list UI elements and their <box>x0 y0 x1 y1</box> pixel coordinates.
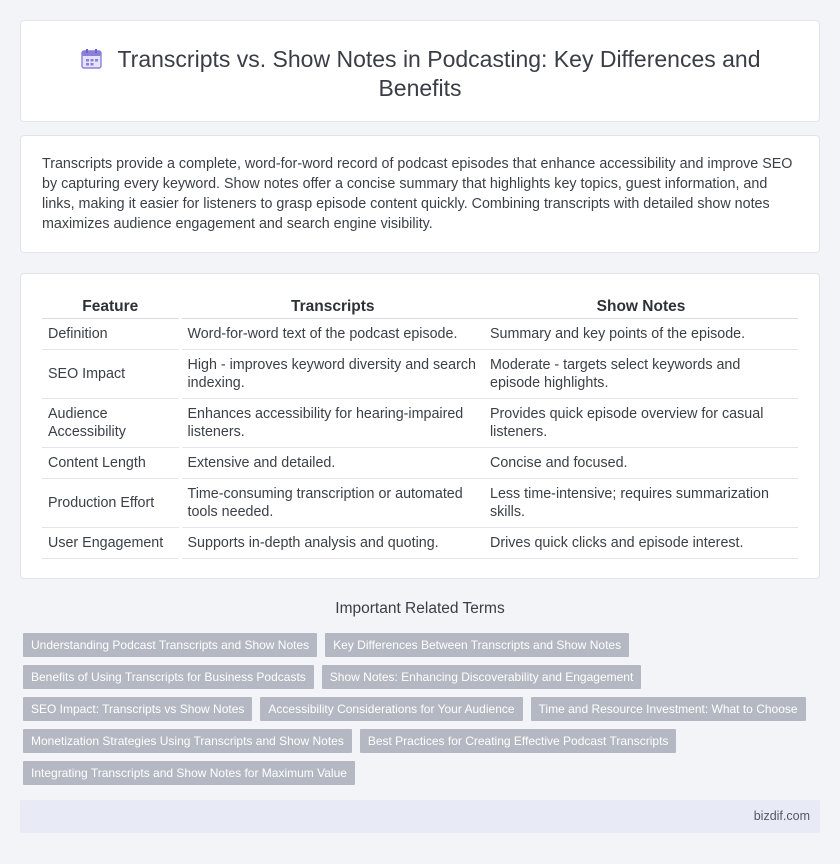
table-cell-transcripts: Extensive and detailed. <box>180 447 484 478</box>
footer-brand[interactable]: bizdif.com <box>753 809 810 823</box>
related-terms-title: Important Related Terms <box>335 600 505 617</box>
table-cell-show-notes: Less time-intensive; requires summarization skills. <box>484 478 798 527</box>
related-terms-list <box>23 633 813 785</box>
table-cell-feature: User Engagement <box>42 527 180 558</box>
related-term-link[interactable]: Best Practices for Creating Effective Podcast Transcripts <box>360 729 677 753</box>
table-cell-transcripts: Time-consuming transcription or automated tools needed. <box>180 478 484 527</box>
table-header-show-notes: Show Notes <box>484 294 798 318</box>
intro-card <box>20 135 820 253</box>
table-header-row <box>42 294 798 318</box>
related-term-link[interactable]: Accessibility Considerations for Your Audience <box>260 697 522 721</box>
related-term-link[interactable]: Benefits of Using Transcripts for Business Podcasts <box>23 665 314 689</box>
table-cell-transcripts: Word-for-word text of the podcast episode. <box>180 318 484 349</box>
related-term-link[interactable]: Key Differences Between Transcripts and Show Notes <box>325 633 629 657</box>
comparison-table <box>42 294 798 559</box>
comparison-table-card <box>20 273 820 579</box>
page-title-wrap <box>21 45 819 103</box>
table-cell-transcripts: Enhances accessibility for hearing-impaired listeners. <box>180 398 484 447</box>
table-header-transcripts: Transcripts <box>180 294 484 318</box>
header-card <box>20 20 820 122</box>
table-cell-feature: SEO Impact <box>42 349 180 398</box>
footer-bar <box>20 800 820 833</box>
table-cell-show-notes: Concise and focused. <box>484 447 798 478</box>
table-cell-show-notes: Provides quick episode overview for casual listeners. <box>484 398 798 447</box>
table-row <box>42 398 798 447</box>
table-row <box>42 527 798 558</box>
page-title: Transcripts vs. Show Notes in Podcasting: Key Differences and Benefits <box>117 46 761 101</box>
table-header-feature: Feature <box>42 294 180 318</box>
related-term-link[interactable]: Monetization Strategies Using Transcripts and Show Notes <box>23 729 352 753</box>
table-cell-feature: Audience Accessibility <box>42 398 180 447</box>
table-cell-transcripts: High - improves keyword diversity and search indexing. <box>180 349 484 398</box>
table-row <box>42 349 798 398</box>
table-cell-feature: Definition <box>42 318 180 349</box>
table-cell-show-notes: Drives quick clicks and episode interest. <box>484 527 798 558</box>
calendar-icon <box>79 48 105 70</box>
table-cell-transcripts: Supports in-depth analysis and quoting. <box>180 527 484 558</box>
related-term-link[interactable]: Integrating Transcripts and Show Notes for Maximum Value <box>23 761 355 785</box>
related-term-link[interactable]: Time and Resource Investment: What to Choose <box>531 697 806 721</box>
table-row <box>42 447 798 478</box>
related-term-link[interactable]: Understanding Podcast Transcripts and Show Notes <box>23 633 317 657</box>
related-term-link[interactable]: SEO Impact: Transcripts vs Show Notes <box>23 697 252 721</box>
intro-text: Transcripts provide a complete, word-for-word record of podcast episodes that enhance accessibility and improve SEO by capturing every keyword. Show notes offer a concise summary that highlights key topics, guest information, and links, making it easier for listeners to grasp episode content quickly. Combining transcripts with detailed show notes maximizes audience engagement and search engine visibility. <box>42 156 793 232</box>
table-row <box>42 318 798 349</box>
related-term-link[interactable]: Show Notes: Enhancing Discoverability and Engagement <box>322 665 642 689</box>
table-cell-show-notes: Summary and key points of the episode. <box>484 318 798 349</box>
table-row <box>42 478 798 527</box>
table-cell-feature: Production Effort <box>42 478 180 527</box>
table-cell-show-notes: Moderate - targets select keywords and episode highlights. <box>484 349 798 398</box>
table-cell-feature: Content Length <box>42 447 180 478</box>
